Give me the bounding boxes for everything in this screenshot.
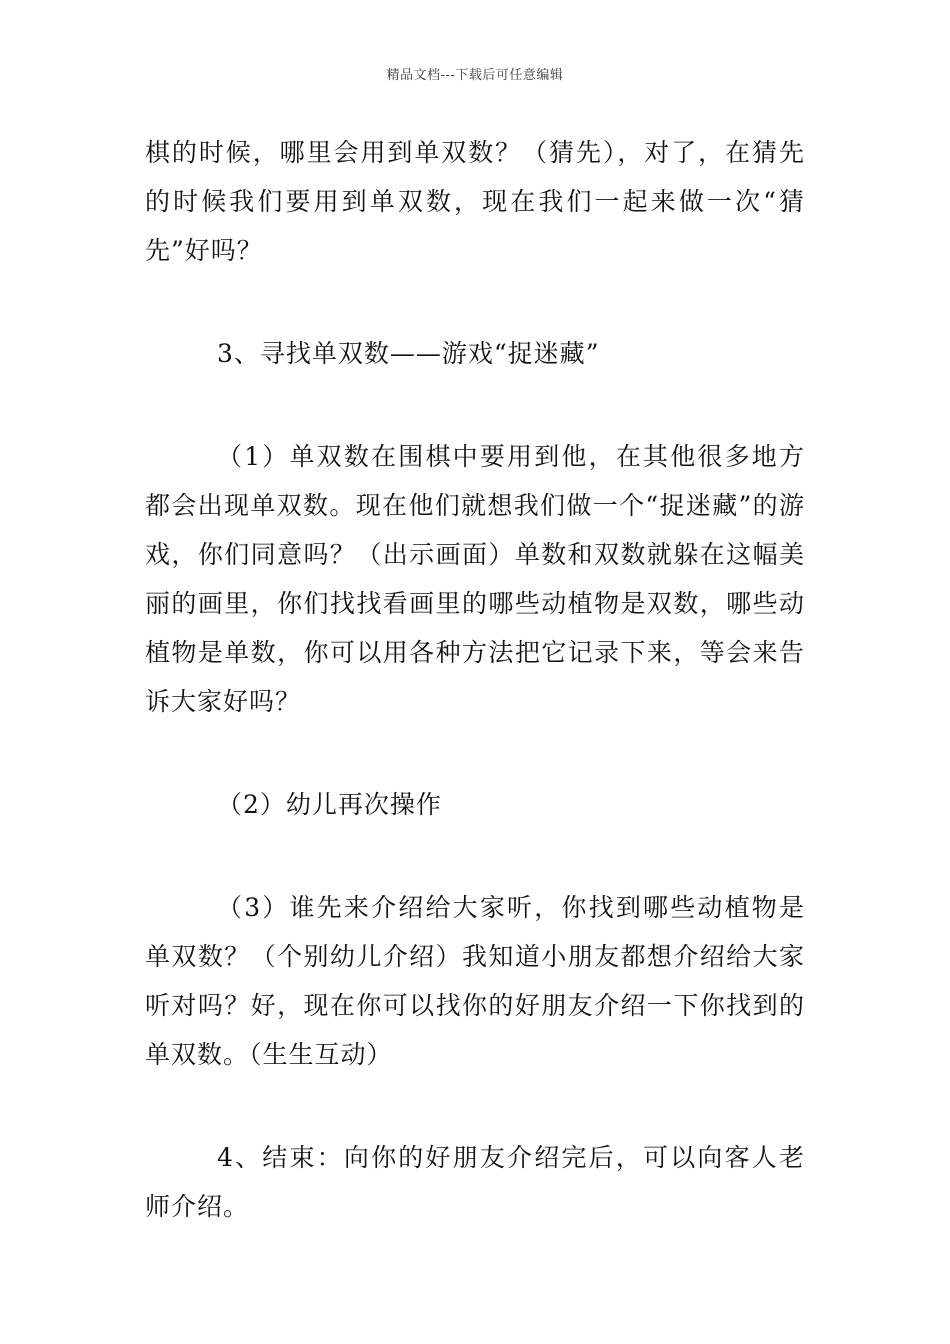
paragraph-step-2: （2）幼儿再次操作 xyxy=(217,790,442,819)
section-heading-3: 3、寻找单双数——游戏“捉迷藏” xyxy=(217,339,600,368)
section-heading-4: 4、结束：向你的好朋友介绍完后，可以向客人老师介绍。 xyxy=(145,1143,805,1221)
paragraph-step-1: （1）单双数在围棋中要用到他，在其他很多地方都会出现单双数。现在他们就想我们做一个“捉迷藏”的游戏，你们同意吗？（出示画面）单数和双数就躲在这幅美丽的画里，你们找找看画里的哪些动植物是双数，哪些动植物是单数，你可以用各种方法把它记录下来，等会来告诉大家好吗？ xyxy=(145,442,805,716)
paragraph-continuation: 棋的时候，哪里会用到单双数？（猜先），对了，在猜先的时候我们要用到单双数，现在我们一起来做一次“猜先”好吗？ xyxy=(145,138,805,265)
paragraph-step-3: （3）谁先来介绍给大家听，你找到哪些动植物是单双数？（个别幼儿介绍）我知道小朋友都想介绍给大家听对吗？好，现在你可以找你的好朋友介绍一下你找到的单双数。（生生互动） xyxy=(145,893,805,1069)
document-body xyxy=(145,128,805,1231)
page-header: 精品文档---下载后可任意编辑 xyxy=(386,68,564,83)
